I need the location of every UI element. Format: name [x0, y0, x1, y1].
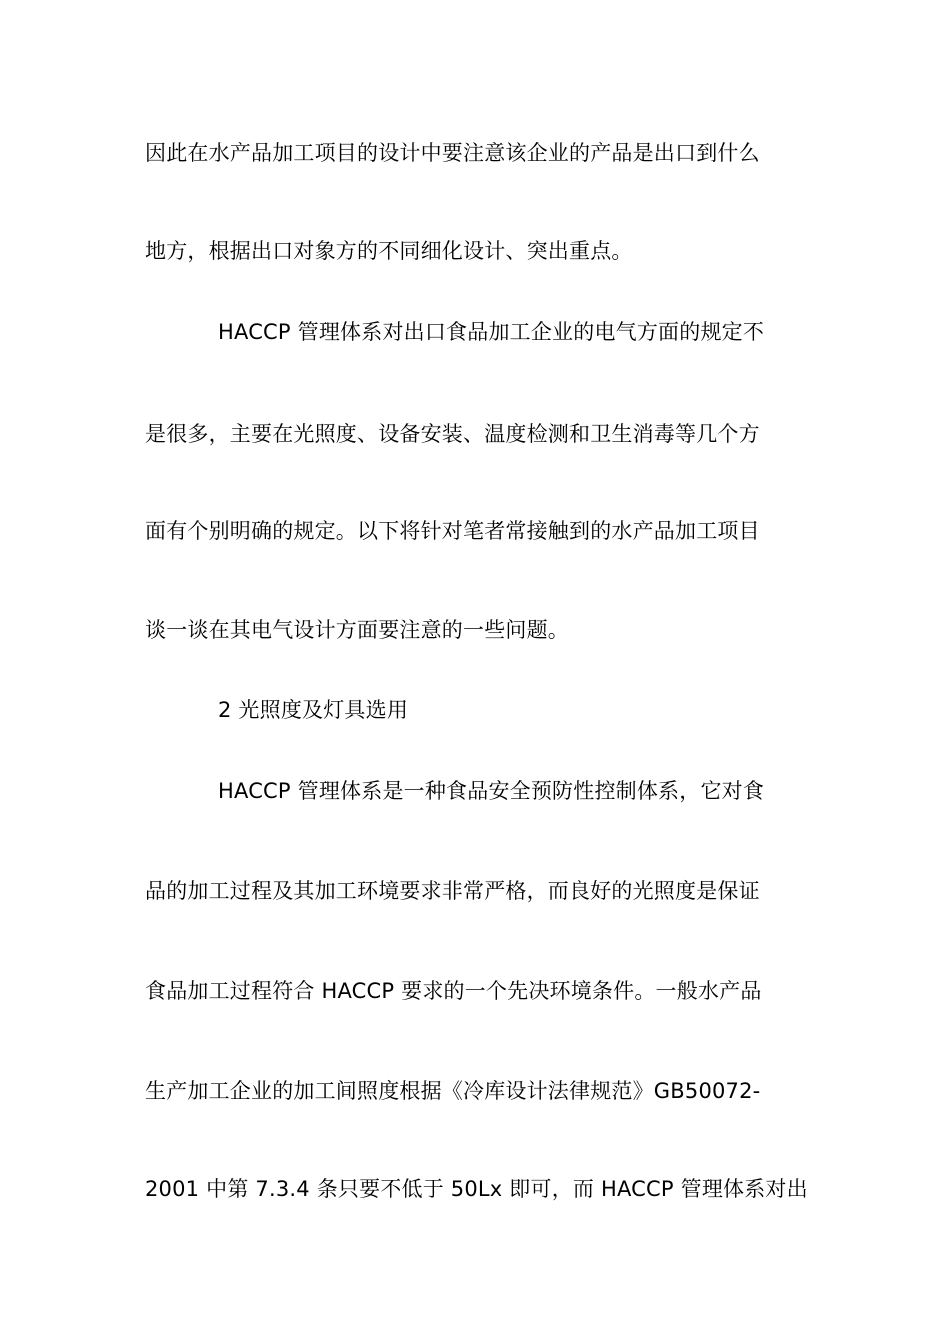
- paragraph-line: 地方，根据出口对象方的不同细化设计、突出重点。: [145, 239, 633, 263]
- paragraph-line: 面有个别明确的规定。以下将针对笔者常接触到的水产品加工项目: [145, 519, 760, 543]
- paragraph-line: 因此在水产品加工项目的设计中要注意该企业的产品是出口到什么: [145, 141, 760, 165]
- paragraph-line: 生产加工企业的加工间照度根据《冷库设计法律规范》GB50072-: [145, 1079, 761, 1103]
- paragraph-line: 2001 中第 7.3.4 条只要不低于 50Lx 即可，而 HACCP 管理体系对出: [145, 1177, 808, 1201]
- paragraph-line: HACCP 管理体系对出口食品加工企业的电气方面的规定不: [218, 320, 765, 344]
- paragraph-line: 是很多，主要在光照度、设备安装、温度检测和卫生消毒等几个方: [145, 422, 760, 446]
- paragraph-line: 食品加工过程符合 HACCP 要求的一个先决环境条件。一般水产品: [145, 979, 762, 1003]
- section-heading: 2 光照度及灯具选用: [218, 698, 409, 722]
- paragraph-line: HACCP 管理体系是一种食品安全预防性控制体系，它对食: [218, 779, 765, 803]
- paragraph-line: 品的加工过程及其加工环境要求非常严格，而良好的光照度是保证: [145, 879, 760, 903]
- paragraph-line: 谈一谈在其电气设计方面要注意的一些问题。: [145, 618, 569, 642]
